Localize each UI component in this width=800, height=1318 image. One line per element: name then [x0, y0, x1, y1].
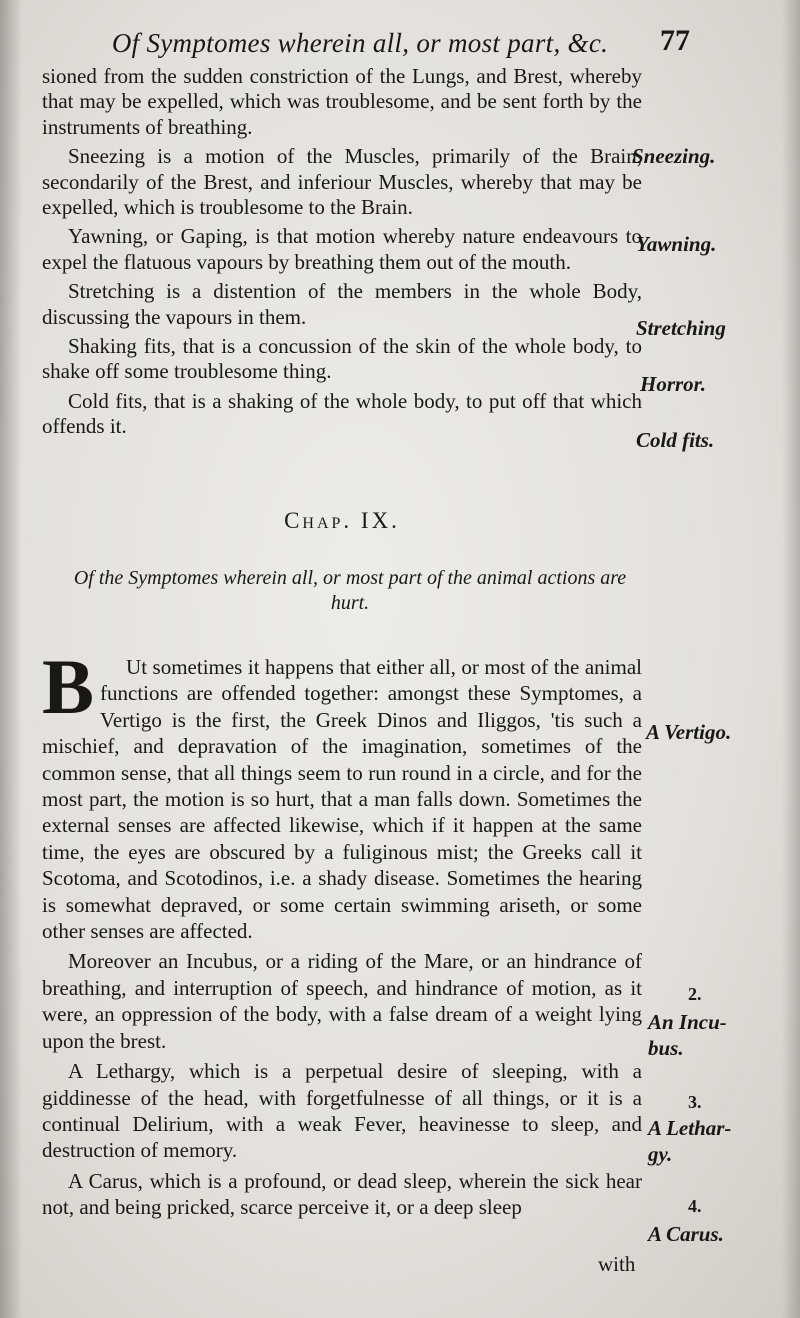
margin-note-cold-fits: Cold fits.: [636, 428, 715, 452]
paragraph: [42, 643, 642, 944]
paragraph: Cold fits, that is a shaking of the whole body, to put off that which offends it.: [42, 388, 642, 439]
paragraph: A Carus, which is a profound, or dead sleep, wherein the sick hear not, and being pricked, scarce perceive it, or a deep sleep: [42, 1168, 642, 1220]
chapter-subtitle: Of the Symptomes wherein all, or most part of the animal actions are hurt.: [73, 567, 627, 614]
body-text: [42, 64, 642, 444]
paragraph-text: Ut sometimes it happens that either all, or most of the animal functions are offended together: amongst these Symptomes, a Vertigo is the first, the Greek Dinos and Iliggos, 'tis such a mischief, and depravation of the imagination, sometimes of the common sense, that all things seem to run round in a circle, and for the most part, the motion is so hurt, that a man falls down. Sometimes the external senses are affected likewise, which if it happen at the same time, the eyes are obscured by a fuliginous mist; the Greeks call it Scotoma, and Scotodinos, i.e. a shady disease. Sometimes the hearing is somewhat depraved, or some certain swimming ariseth, or some other senses are affected.: [42, 655, 642, 944]
paragraph: Moreover an Incubus, or a riding of the Mare, or an hindrance of breathing, and interruption of speech, and hindrance of motion, as it were, an oppression of the body, with a false dream of a weight lying upon the brest.: [42, 949, 642, 1053]
margin-note-horror: Horror.: [640, 372, 706, 396]
margin-note-sneezing: Sneezing.: [632, 144, 716, 168]
margin-note-incubus: An Incu-: [648, 1010, 727, 1034]
paragraph: sioned from the sudden constriction of the Lungs, and Brest, whereby that may be expelled, which was troublesome, and be sent forth by the instruments of breathing.: [42, 64, 642, 139]
page-number: 77: [660, 24, 690, 57]
paragraph: Yawning, or Gaping, is that motion whereby nature endeavours to expel the flatuous vapours by breathing them out of the mouth.: [42, 224, 642, 274]
margin-note-yawning: Yawning.: [636, 232, 717, 256]
margin-number: 4.: [688, 1196, 702, 1216]
margin-number: 2.: [688, 984, 702, 1004]
paragraph: Stretching is a distention of the members in the whole Body, discussing the vapours in them.: [42, 279, 642, 329]
running-head: Of Symptomes wherein all, or most part, &c.: [111, 28, 609, 58]
catchword: with: [598, 1252, 636, 1276]
margin-number: 3.: [688, 1092, 702, 1112]
margin-note-lethargy: A Lethar-: [648, 1116, 732, 1140]
drop-cap: B: [42, 643, 95, 730]
margin-note-vertigo: A Vertigo.: [646, 720, 732, 744]
paragraph: A Lethargy, which is a perpetual desire of sleeping, with a giddinesse of the head, with forgetfulnesse of all things, or it is a continual Delirium, with a weak Fever, heavinesse to sleep, and destruction of memory.: [42, 1059, 642, 1163]
margin-note-lethargy-cont: gy.: [648, 1142, 673, 1166]
margin-note-incubus-cont: bus.: [648, 1036, 684, 1060]
chapter-body: [42, 643, 642, 1225]
paragraph: Shaking fits, that is a concussion of the skin of the whole body, to shake off some troublesome thing.: [42, 334, 642, 384]
margin-note-carus: A Carus.: [648, 1222, 724, 1246]
paragraph: Sneezing is a motion of the Muscles, primarily of the Brain, secondarily of the Brest, and inferiour Muscles, whereby that may be expelled, which is troublesome to the Brain.: [42, 144, 642, 220]
margin-note-stretching: Stretching: [636, 316, 726, 340]
chapter-title: Chap. IX.: [284, 508, 400, 533]
